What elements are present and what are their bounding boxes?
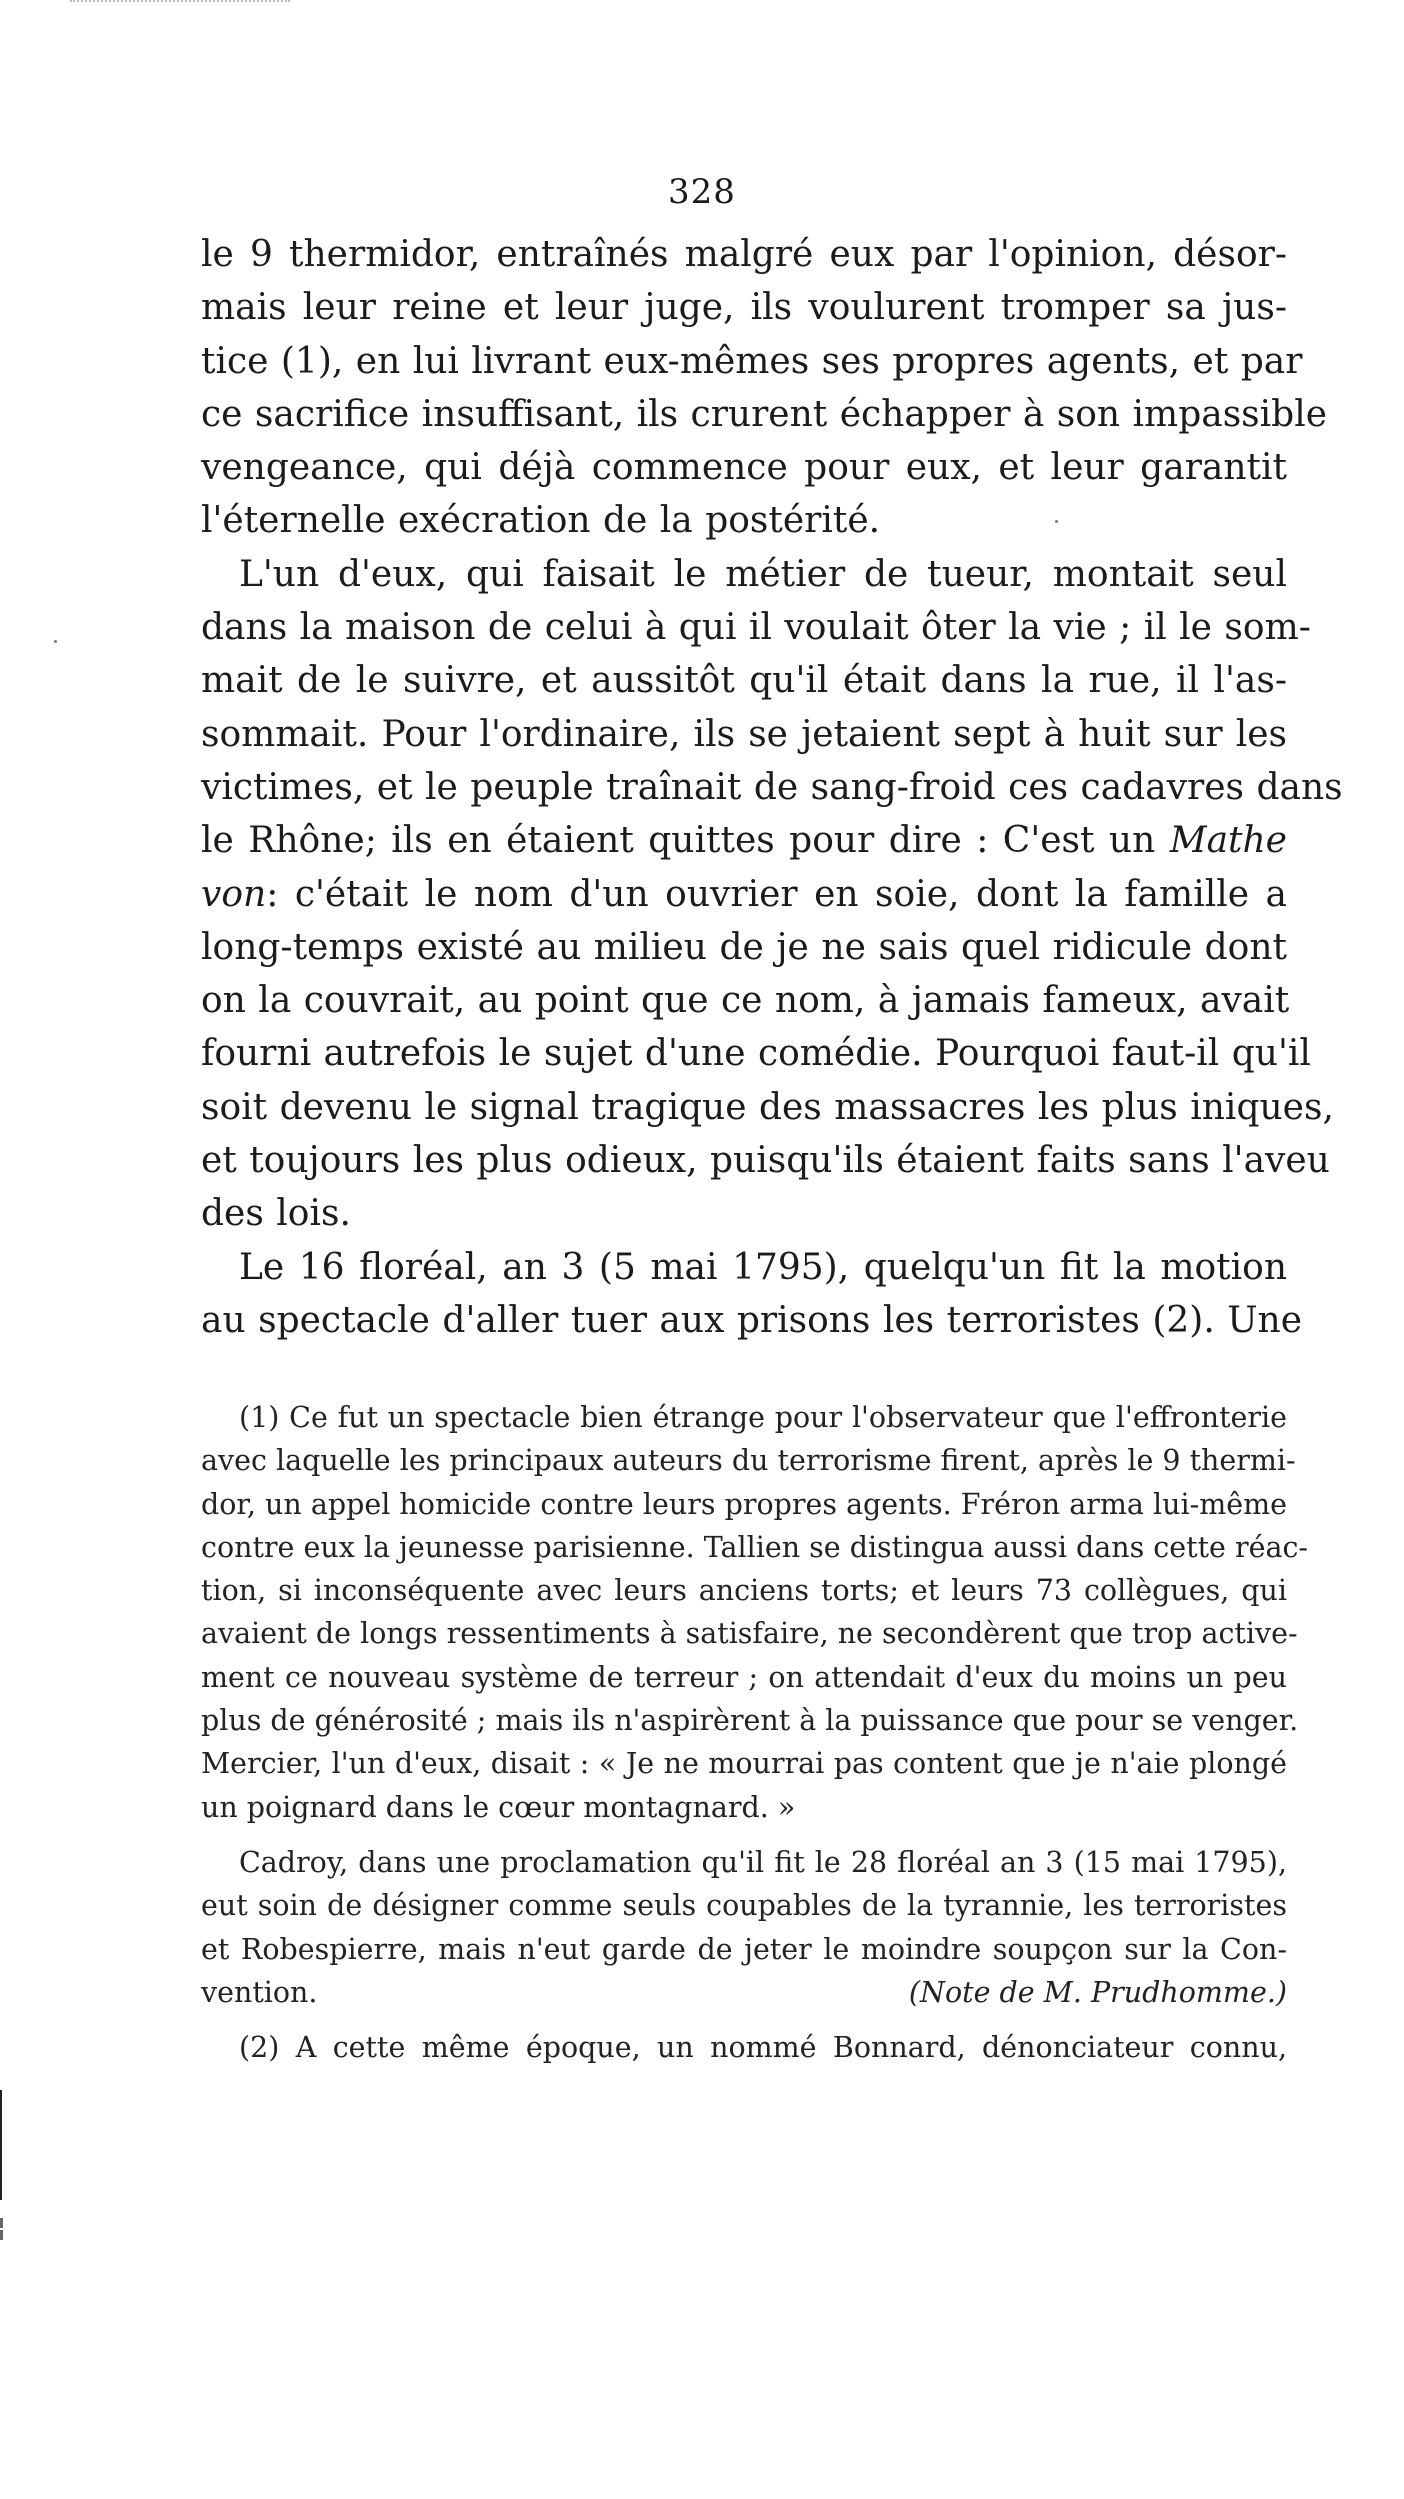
footnote-line: eut soin de désigner comme seuls coupables de la tyrannie, les terroristes xyxy=(201,1889,1287,1923)
footnote-line xyxy=(201,1971,1287,2014)
text-line: Le 16 floréal, an 3 (5 mai 1795), quelqu'un fit la motion xyxy=(239,1246,1287,1288)
text-line: fourni autrefois le sujet d'une comédie. Pourquoi faut-il qu'il xyxy=(201,1033,1311,1075)
note-signature: (Note de M. Prudhomme.) xyxy=(908,1975,1287,2009)
footnote-line: Mercier, l'un d'eux, disait : « Je ne mourrai pas content que je n'aie plongé xyxy=(201,1747,1287,1781)
body-text xyxy=(201,228,1343,1347)
footnote-line: avaient de longs ressentiments à satisfaire, ne secondèrent que trop active- xyxy=(201,1617,1298,1651)
scan-speck xyxy=(54,640,57,643)
text-fragment: le Rhône; ils en étaient quittes pour dire : C'est un xyxy=(201,820,1156,862)
text-line: long-temps existé au milieu de je ne sais quel ridicule dont xyxy=(201,926,1287,968)
text-line: soit devenu le signal tragique des massacres les plus iniques, xyxy=(201,1086,1334,1128)
footnote-line: dor, un appel homicide contre leurs propres agents. Fréron arma lui-même xyxy=(201,1487,1287,1521)
text-line: L'un d'eux, qui faisait le métier de tueur, montait seul xyxy=(239,553,1287,595)
text-line: tice (1), en lui livrant eux-mêmes ses propres agents, et par xyxy=(201,340,1303,382)
page-number: 328 xyxy=(668,172,736,212)
scan-artifact-dot xyxy=(0,2218,3,2228)
text-line: et toujours les plus odieux, puisqu'ils étaient faits sans l'aveu xyxy=(201,1140,1330,1182)
footnote-line: (1) Ce fut un spectacle bien étrange pour l'observateur que l'effronterie xyxy=(239,1401,1287,1434)
footnote-line: Cadroy, dans une proclamation qu'il fit le 28 floréal an 3 (15 mai 1795), xyxy=(239,1845,1287,1879)
scan-artifact-dot xyxy=(0,2230,3,2240)
text-line: dans la maison de celui à qui il voulait ôter la vie ; il le som- xyxy=(201,607,1311,649)
footnote-line: (2) A cette même époque, un nommé Bonnard, dénonciateur connu, xyxy=(239,2031,1287,2065)
footnotes xyxy=(201,1396,1309,2069)
text-line: sommait. Pour l'ordinaire, ils se jetaient sept à huit sur les xyxy=(201,713,1287,755)
text-line xyxy=(201,868,1287,921)
text-line: ce sacrifice insuffisant, ils crurent échapper à son impassible xyxy=(201,393,1328,435)
footnote-2 xyxy=(201,2026,1287,2069)
text-fragment: : c'était le nom d'un ouvrier en soie, dont la famille a xyxy=(266,873,1287,915)
text-line: mait de le suivre, et aussitôt qu'il était dans la rue, il l'as- xyxy=(201,660,1287,702)
text-line: le 9 thermidor, entraînés malgré eux par l'opinion, désor- xyxy=(201,234,1287,275)
footnote-line: contre eux la jeunesse parisienne. Tallien se distingua aussi dans cette réac- xyxy=(201,1530,1309,1564)
paragraph-3 xyxy=(201,1241,1303,1348)
paragraph-1 xyxy=(201,228,1328,548)
footnote-1-continued xyxy=(201,1841,1287,2014)
paragraph-2 xyxy=(201,548,1343,1241)
text-line: on la couvrait, au point que ce nom, à jamais fameux, avait xyxy=(201,980,1290,1022)
text-line: victimes, et le peuple traînait de sang-froid ces cadavres dans xyxy=(201,766,1343,808)
footnote-line: tion, si inconséquente avec leurs anciens torts; et leurs 73 collègues, qui xyxy=(201,1574,1287,1608)
text-line: au spectacle d'aller tuer aux prisons les terroristes (2). Une xyxy=(201,1299,1303,1341)
footnote-line: un poignard dans le cœur montagnard. » xyxy=(201,1790,796,1824)
italic-name-von: von xyxy=(201,873,267,915)
scan-artifact-top xyxy=(70,0,290,2)
footnote-line: plus de générosité ; mais ils n'aspirèrent à la puissance que pour se venger. xyxy=(201,1704,1299,1738)
footnote-fragment: vention. xyxy=(201,1975,318,2009)
text-line: des lois. xyxy=(201,1193,351,1235)
scan-artifact-edge xyxy=(0,2090,2,2200)
italic-name-mathe: Mathe xyxy=(1169,820,1287,862)
footnote-1 xyxy=(201,1396,1309,1829)
text-line xyxy=(201,814,1287,867)
footnote-line: et Robespierre, mais n'eut garde de jeter le moindre soupçon sur la Con- xyxy=(201,1932,1287,1966)
text-line: vengeance, qui déjà commence pour eux, et leur garantit xyxy=(201,447,1287,489)
text-line: mais leur reine et leur juge, ils voulurent tromper sa jus- xyxy=(201,287,1287,329)
footnote-line: avec laquelle les principaux auteurs du terrorisme firent, après le 9 thermi- xyxy=(201,1444,1296,1478)
footnote-line: ment ce nouveau système de terreur ; on attendait d'eux du moins un peu xyxy=(201,1660,1287,1694)
text-line: l'éternelle exécration de la postérité. xyxy=(201,500,881,542)
